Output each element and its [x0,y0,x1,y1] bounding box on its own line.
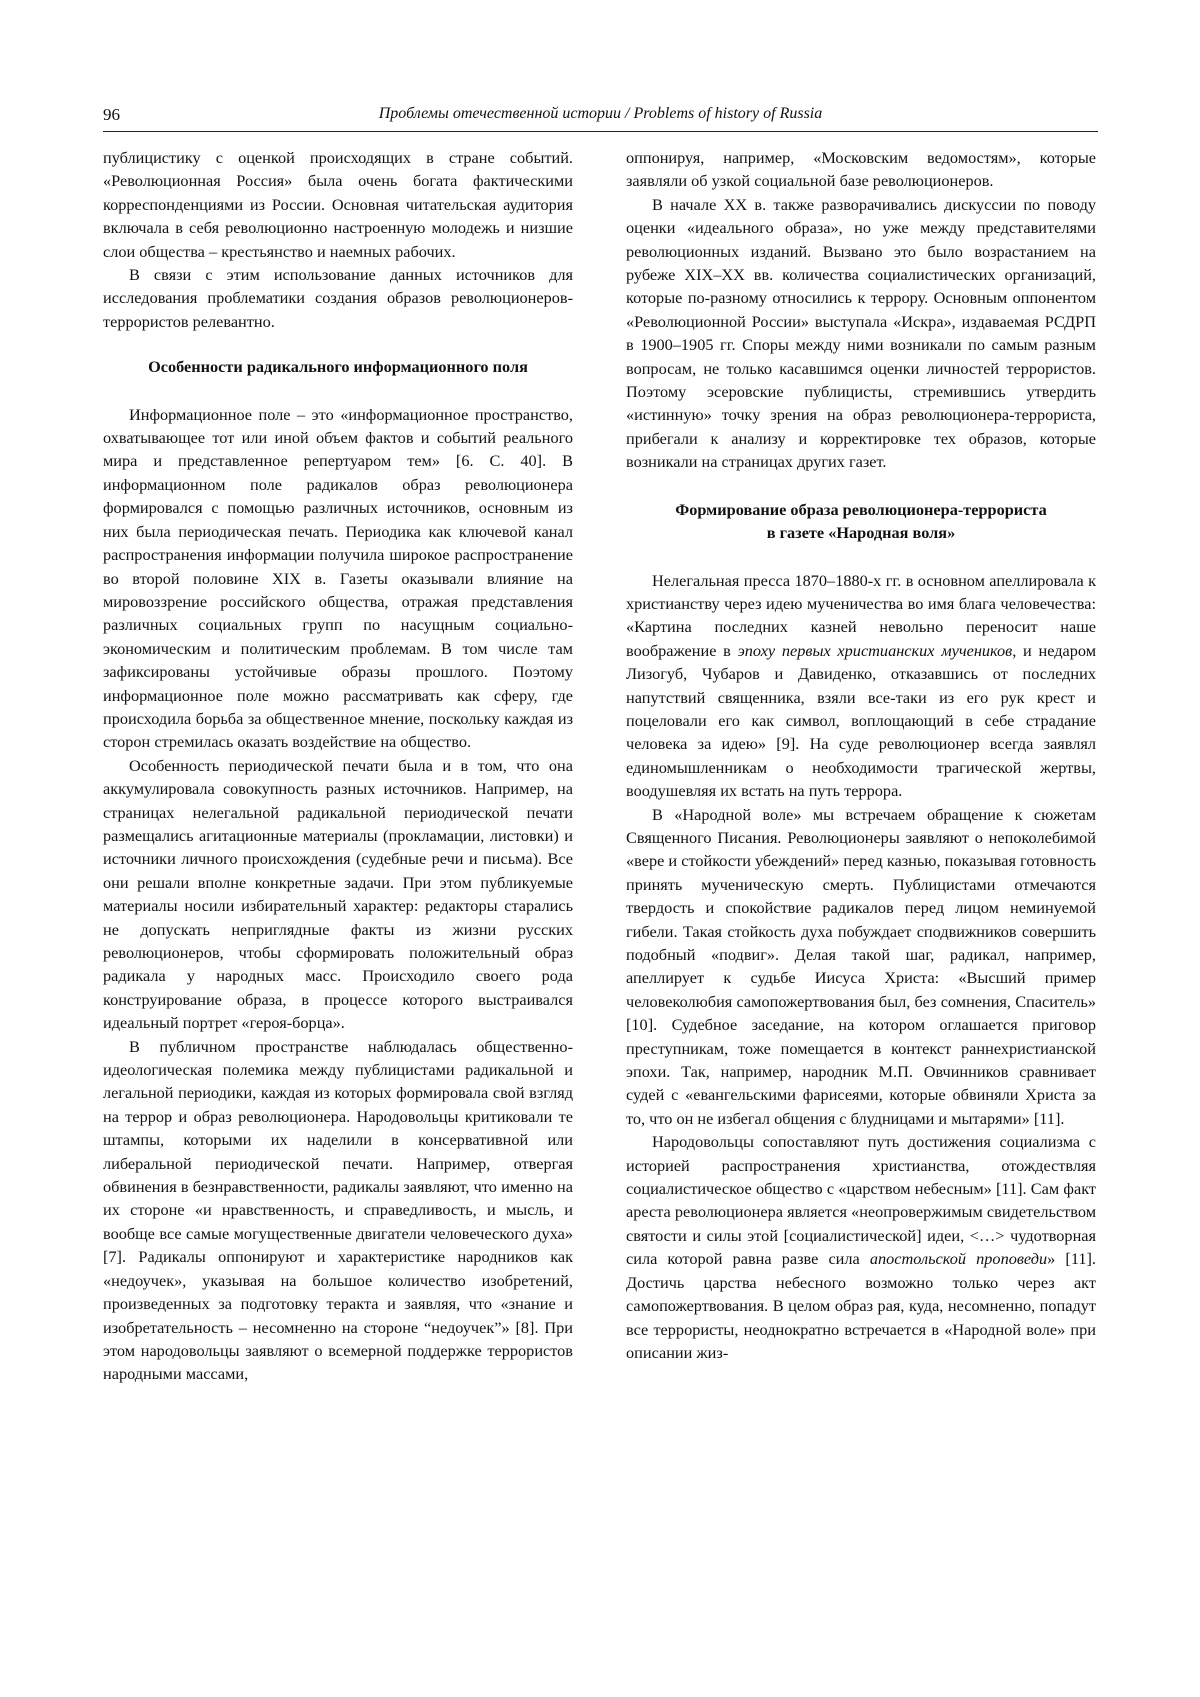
section-heading [626,498,1096,545]
paragraph: оппонируя, например, «Московским ведомостям», которые заявляли об узкой социальной базе революционеров. [626,148,1096,191]
paragraph: Информационное поле – это «информационное пространство, охватывающее тот или иной объем фактов и событий реального мира и представленное репертуаром тем» [6. С. 40]. В информационном поле радикалов образ революционера формировался с помощью различных источников, основным из них была периодическая печать. Периодика как ключевой канал распространения информации получила широкое распространение во второй половине XIX в. Газеты оказывали влияние на мировоззрение российского общества, отражая представления различных социальных групп по насущным социально-экономическим и политическим проблемам. В том числе там зафиксированы устойчивые образы прошлого. Поэтому информационное поле можно рассматривать как сферу, где происходила борьба за общественное мнение, поскольку каждая из сторон стремилась оказать воздействие на общество. [103,404,573,752]
right-column [626,146,1096,1364]
paragraph: В «Народной воле» мы встречаем обращение к сюжетам Священного Писания. Революционеры заявляют о непоколебимой «вере и стойкости убеждений» перед казнью, показывая готовность принять мученическую смерть. Публицистами отмечаются твердость и спокойствие радикалов перед лицом неминуемой гибели. Такая стойкость духа побуждает сподвижников совершить подобный «подвиг». Делая такой шаг, радикал, например, апеллирует к судьбе Иисуса Христа: «Высший пример человеколюбия самопожертвования был, без сомнения, Спаситель» [10]. Судебное заседание, на котором оглашается приговор преступникам, тоже помещается в контекст раннехристианской эпохи. Так, например, народник М.П. Овчинников сравнивает судей с «евангельскими фарисеями, которые обвиняли Христа за то, что он не избегал общения с блудницами и мытарями» [11]. [626,804,1096,1128]
italic-quote: апостольской проповеди [869,1249,1048,1269]
page-number: 96 [103,105,120,124]
paragraph [626,1130,1096,1364]
paragraph [626,569,1096,803]
text-run: , и недаром Лизогуб, Чубаров и Давиденко, отказавшись от последних напутствий священника, взяли все-таки из его рук крест и поцеловали его как символ, воплощающий в себе страдание человека за идею» [9]. На суде революционер всегда заявлял единомышленникам о необходимости трагической жертвы, воодушевляя их встать на путь террора. [626,640,1096,801]
paragraph: В публичном пространстве наблюдалась общественно-идеологическая полемика между публицистами радикальной и легальной периодики, каждая из которых формировала свой взгляд на террор и образ революционера. Народовольцы критиковали те штампы, которыми их наделили в консервативной или либеральной периодической печати. Например, отвергая обвинения в безнравственности, радикалы заявляют, что именно на их стороне «и нравственность, и справедливость, и мысль, и вообще все самые могущественные двигатели человеческого духа» [7]. Радикалы оппонируют и характеристике народников как «недоучек», указывая на большое количество изобретений, произведенных за подготовку теракта и заявляя, что «знание и изобретательность – несомненно на стороне “недоучек”» [8]. При этом народовольцы заявляют о всемерной поддержке террористов народными массами, [103,1036,573,1384]
paragraph: В начале XX в. также разворачивались дискуссии по поводу оценки «идеального образа», но уже между представителями революционных изданий. Вызвано это было возрастанием на рубеже XIX–XX вв. количества социалистических организаций, которые по-разному относились к террору. Основным оппонентом «Революционной России» выступала «Искра», издаваемая РСДРП в 1900–1905 гг. Споры между ними возникали по самым разным вопросам, не только касавшимся оценки личностей террористов. Поэтому эсеровские публицисты, стремившись утвердить «истинную» точку зрения на образ революционера-террориста, прибегали к анализу и корректировке тех образов, которые возникали на страницах других газет. [626,194,1096,472]
section-heading-line: Формирование образа революционера-террориста [675,499,1047,519]
section-heading-line: в газете «Народная воля» [766,523,956,543]
paragraph: В связи с этим использование данных источников для исследования проблематики создания образов революционеров-террористов релевантно. [103,265,573,331]
section-heading: Особенности радикального информационного поля [148,357,528,377]
text-run: Народовольцы сопоставляют путь достижения социализма с историей распространения христианства, отождествляя социалистическое общество с «царством небесным» [11]. Сам факт ареста революционера является «неопровержимым свидетельством святости и силы этой [социалистической] идеи, <…> чудотворная сила которой равна разве сила [626,1132,1096,1269]
journal-title: Проблемы отечественной истории / Problems of history of Russia [378,105,823,122]
left-column [103,146,573,1386]
paragraph: Особенность периодической печати была и в том, что она аккумулировала совокупность разных источников. Например, на страницах нелегальной радикальной периодической печати размещались агитационные материалы (прокламации, листовки) и источники личного происхождения (судебные речи и письма). Все они решали вполне конкретные задачи. При этом публикуемые материалы носили избирательный характер: редакторы старались не допускать неприглядные факты из жизни русских революционеров, чтобы сформировать положительный образ радикала у народных масс. Происходило своего рода конструирование образа, в процессе которого выстраивался идеальный портрет «героя-борца». [103,755,573,1033]
paragraph: публицистику с оценкой происходящих в стране событий. «Революционная Россия» была очень богата фактическими корреспонденциями из России. Основная читательская аудитория включала в себя революционно настроенную молодежь и низшие слои общества – крестьянство и наемных рабочих. [103,148,573,261]
text-run: Нелегальная пресса 1870–1880-х гг. в основном апеллировала к христианству через идею мученичества во имя блага человечества: «Картина последних казней невольно переносит наше воображение в [626,570,1096,660]
italic-quote: эпоху первых христианских мучеников [737,640,1013,660]
running-header [103,103,1098,132]
text-run: » [11]. Достичь царства небесного возможно только через акт самопожертвования. В целом образ рая, куда, несомненно, попадут все террористы, неоднократно встречается в «Народной воле» при описании жиз- [626,1249,1096,1362]
